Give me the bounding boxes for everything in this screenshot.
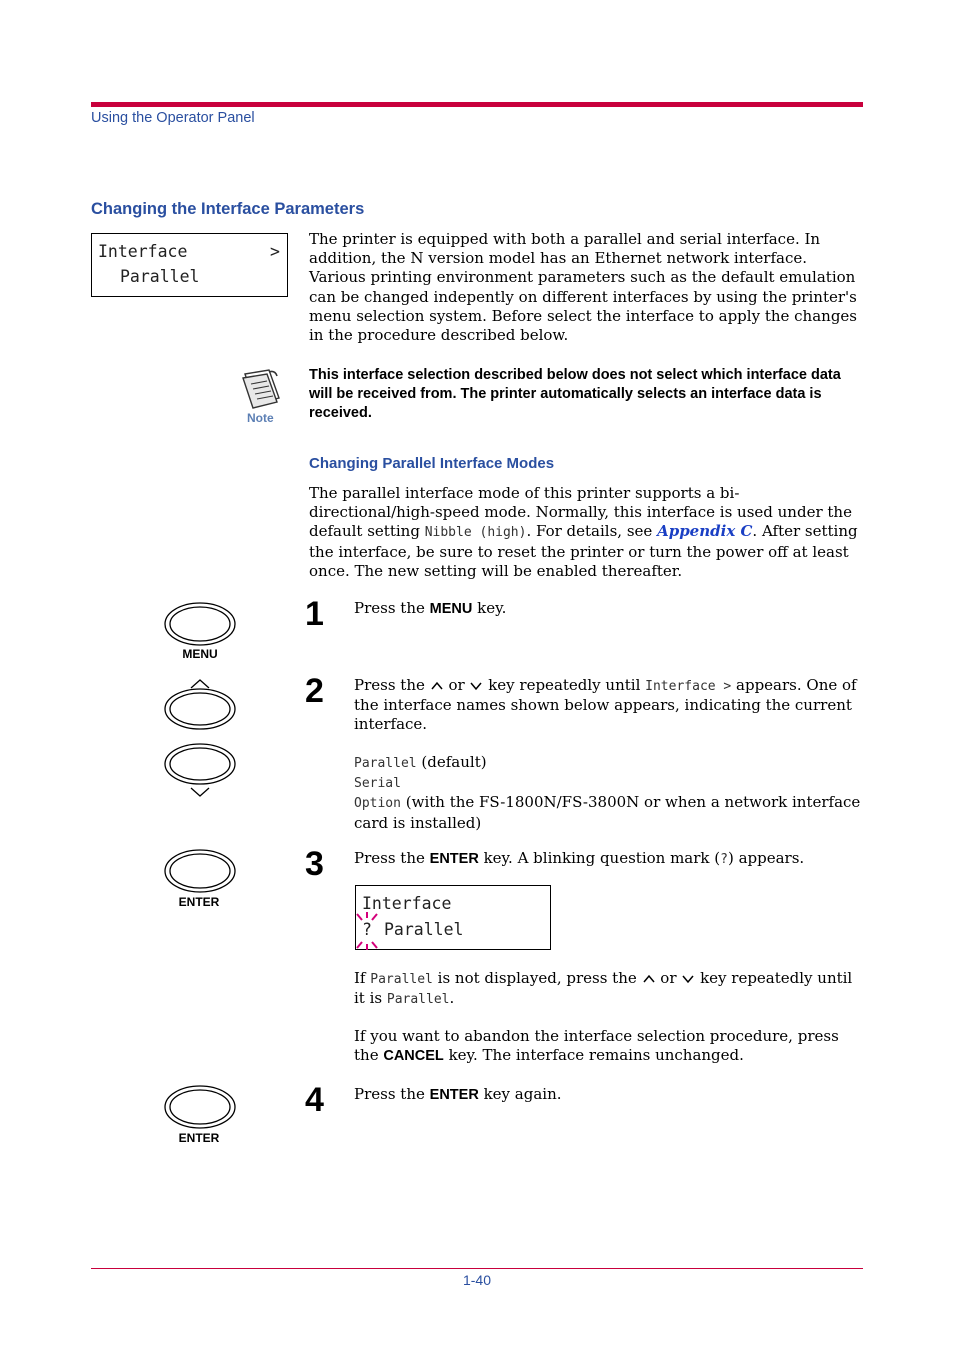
- step-number-4: 4: [305, 1081, 324, 1119]
- enter-key-label-2: ENTER: [178, 1131, 220, 1145]
- step-1-text: [354, 599, 862, 619]
- step-2-post: appears. One of the interface names shown below appears, indicating the current interface.: [354, 676, 857, 734]
- lcd2-line-1: Interface: [362, 894, 452, 913]
- interface-code: Interface >: [645, 679, 732, 694]
- option-parallel-note: (default): [421, 753, 487, 771]
- enter-key-label: ENTER: [178, 895, 220, 909]
- enter-key-name: ENTER: [429, 851, 479, 867]
- step-4-post: key again.: [483, 1085, 562, 1103]
- section-title: Changing the Interface Parameters: [91, 200, 365, 218]
- menu-key-label: MENU: [182, 647, 218, 661]
- step-3-mid: key. A blinking question mark (: [483, 849, 721, 867]
- page-number: 1-40: [462, 1272, 492, 1288]
- step-3-if-text: [354, 969, 862, 1009]
- note-label: Note: [247, 411, 274, 425]
- up-arrow-icon-2: [642, 974, 656, 984]
- footer-rule: [91, 1268, 863, 1269]
- if-or: or: [660, 969, 677, 987]
- if-post: key repeatedly until it is: [354, 969, 853, 1008]
- header-rule: [91, 102, 863, 107]
- if-parallel-code-2: Parallel: [386, 992, 450, 1008]
- interface-options: [354, 753, 862, 833]
- step-3-text: [354, 849, 862, 869]
- parallel-paragraph: [309, 484, 861, 581]
- step-4-text: [354, 1085, 862, 1105]
- lcd-line-2: Parallel: [120, 267, 200, 286]
- option-parallel-code: Parallel: [354, 756, 417, 771]
- question-mark-code: ?: [720, 852, 728, 867]
- lcd-arrow: >: [270, 242, 280, 261]
- if-parallel-code: Parallel: [370, 972, 433, 987]
- lcd-display-interface: [91, 233, 288, 297]
- if-end: .: [449, 989, 455, 1008]
- abandon-post: key. The interface remains unchanged.: [448, 1046, 744, 1065]
- lcd2-question-mark: ?: [362, 920, 372, 939]
- step-number-3: 3: [305, 845, 324, 883]
- parallel-text-b: . For details, see: [526, 522, 653, 541]
- down-key-icon: [163, 743, 237, 803]
- down-arrow-icon-2: [681, 974, 695, 984]
- option-option-note: (with the FS-1800N/FS-3800N or when a network interface card is installed): [354, 793, 861, 832]
- option-option: [354, 793, 862, 832]
- step-3-pre: Press the: [354, 849, 425, 867]
- note-text: This interface selection described below does not select which interface data will be received from. The printer automatically selects an interface data is received.: [309, 367, 841, 421]
- option-serial: [354, 773, 862, 793]
- step-1-post: key.: [477, 599, 507, 617]
- up-key-icon: [163, 678, 237, 734]
- step-2-mid: key repeatedly until: [488, 676, 641, 694]
- option-serial-code: Serial: [354, 776, 401, 792]
- intro-paragraph: The printer is equipped with both a parallel and serial interface. In addition, the N version model has an Ethernet network interface. Various printing environment parameters such as the default emulation can be changed indepently on different interfaces by using the printer's menu selection system. Before select the interface to apply the changes in the procedure described below.: [309, 230, 857, 345]
- if-mid: is not displayed, press the: [437, 969, 637, 987]
- step-1-pre: Press the: [354, 599, 425, 617]
- lcd-display-confirm: [355, 885, 551, 950]
- down-arrow-icon: [469, 681, 483, 691]
- lcd-line-1: Interface: [98, 242, 188, 261]
- cancel-key-name: CANCEL: [383, 1048, 444, 1065]
- appendix-c-link[interactable]: Appendix C: [657, 522, 753, 541]
- up-arrow-icon: [430, 681, 444, 691]
- lcd2-line-2: Parallel: [384, 920, 464, 939]
- step-3-post: ) appears.: [727, 849, 805, 867]
- option-parallel: [354, 753, 862, 773]
- step-3-abandon-text: [354, 1027, 862, 1066]
- step-number-1: 1: [305, 595, 324, 633]
- enter-key-icon-2: [163, 1085, 237, 1135]
- if-pre: If: [354, 969, 366, 987]
- enter-key-icon: [163, 849, 237, 899]
- subsection-title: Changing Parallel Interface Modes: [309, 455, 555, 472]
- breadcrumb[interactable]: Using the Operator Panel: [91, 110, 255, 126]
- nibble-code: Nibble (high): [424, 525, 527, 541]
- menu-key-name: MENU: [429, 601, 473, 617]
- step-2-or: or: [448, 676, 465, 694]
- parallel-text-c: . After setting the interface, be sure to reset the printer or turn the power off at least once. The new setting will be enabled thereafter.: [309, 522, 858, 580]
- note-icon: [239, 368, 285, 414]
- step-2-pre: Press the: [354, 676, 425, 694]
- menu-key-icon: [163, 601, 237, 651]
- step-4-pre: Press the: [354, 1085, 425, 1103]
- option-option-code: Option: [354, 796, 401, 812]
- step-number-2: 2: [305, 672, 324, 710]
- abandon-pre: If you want to abandon the interface selection procedure, press the: [354, 1027, 839, 1065]
- enter-key-name-2: ENTER: [429, 1087, 479, 1103]
- parallel-text-a: The parallel interface mode of this printer supports a bi-directional/high-speed mode. Normally, this interface is used under the default setting: [309, 484, 852, 541]
- step-2-text: [354, 676, 862, 735]
